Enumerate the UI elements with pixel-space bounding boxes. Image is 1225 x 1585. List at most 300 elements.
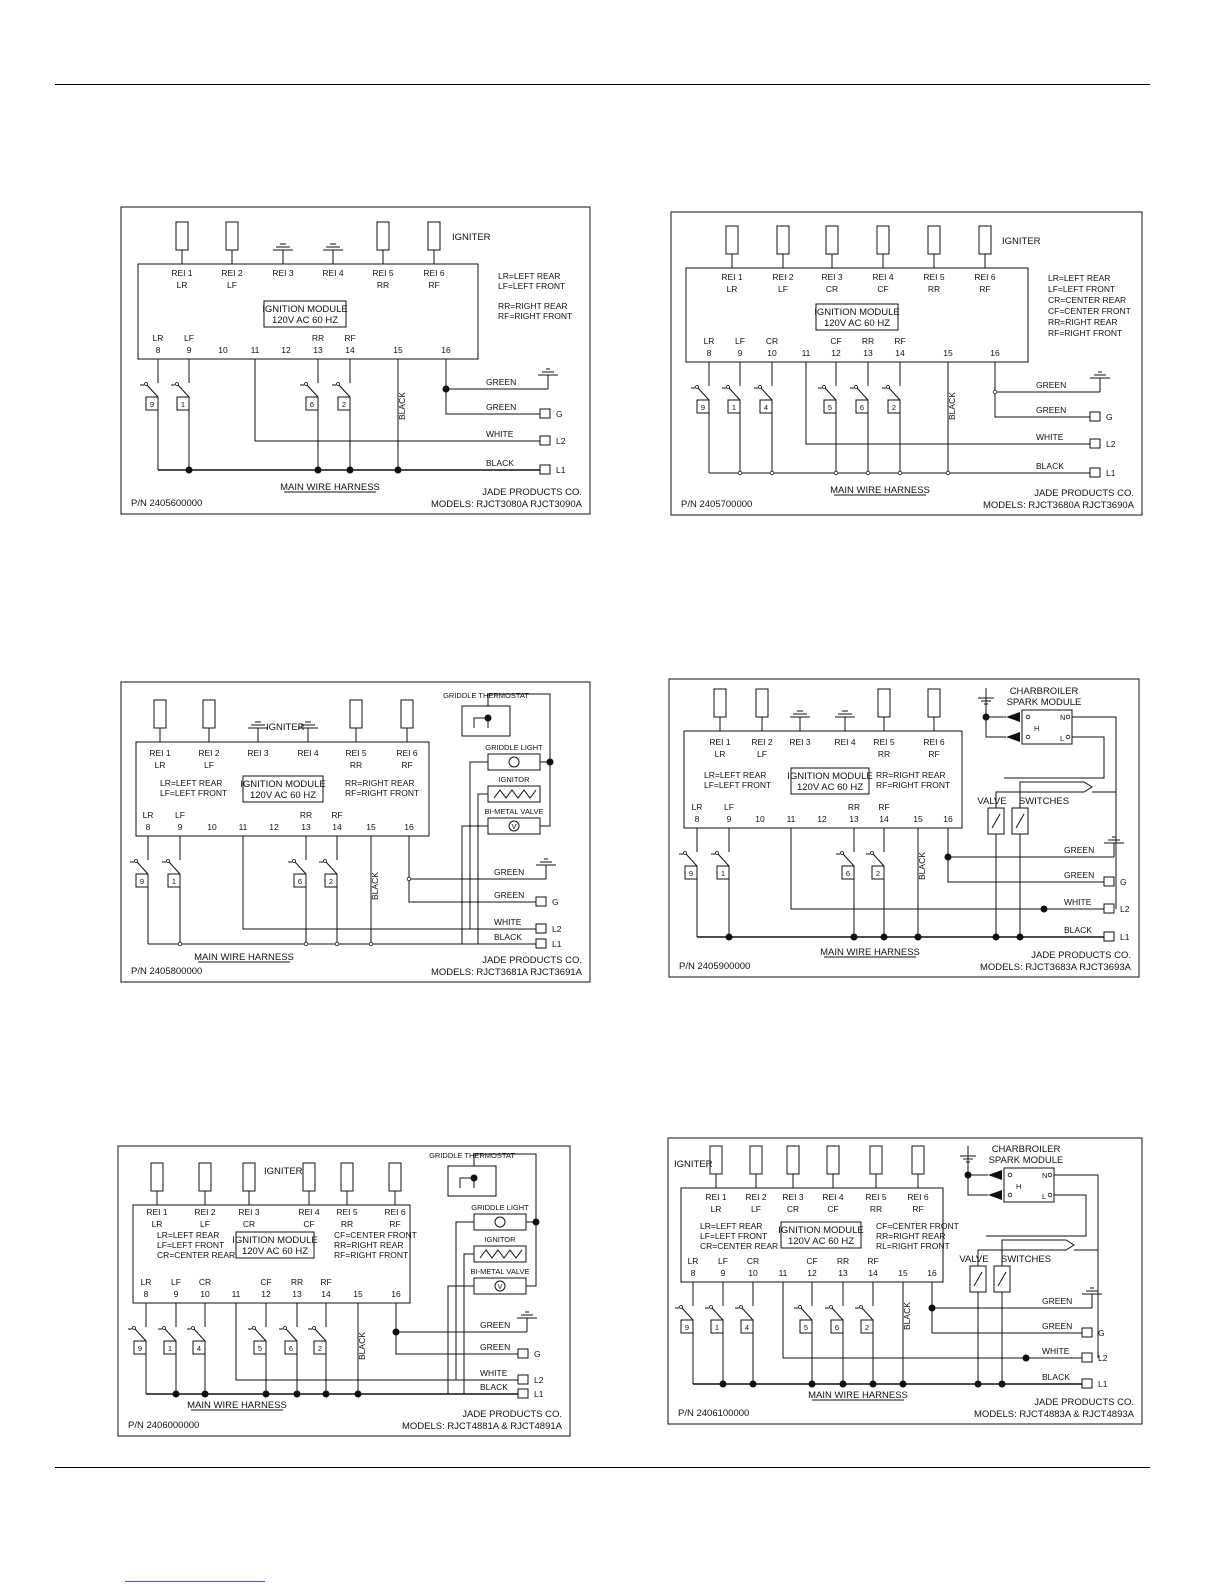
switch-contact <box>313 1327 316 1330</box>
diagram-d2 <box>671 212 1142 515</box>
valve-label: VALVE <box>959 1254 989 1265</box>
igniter-icon <box>389 1163 401 1191</box>
main-wire-harness-label: MAIN WIRE HARNESS <box>820 947 920 958</box>
terminal-box <box>536 924 546 933</box>
rei-label: REI 5 <box>865 1192 887 1202</box>
switch-contact <box>871 852 874 855</box>
spark-terminal-n: N <box>1060 713 1066 722</box>
rei-label: REI 2 <box>194 1207 216 1217</box>
rei-position-label: RF <box>401 760 413 770</box>
valve-symbol-letter: V <box>511 822 517 831</box>
spark-module-subtitle: SPARK MODULE <box>988 1155 1064 1166</box>
terminal-abbr: LF <box>724 802 734 812</box>
company-name: JADE PRODUCTS CO. <box>1031 950 1131 961</box>
switch-contact <box>759 386 762 389</box>
rei-label: REI 5 <box>345 748 367 758</box>
switch-contact <box>855 386 858 389</box>
thermostat-contact <box>485 715 492 722</box>
switch-contact <box>324 860 327 863</box>
thermostat-box <box>448 1166 496 1196</box>
griddle-light-box <box>474 1214 526 1230</box>
terminal-abbr: RF <box>320 1277 332 1287</box>
model-numbers: MODELS: RJCT3681A RJCT3691A <box>430 967 582 978</box>
switch-blade <box>315 1329 326 1341</box>
igniter-icon <box>928 689 940 717</box>
rei-label: REI 2 <box>221 268 243 278</box>
igniter-icon <box>870 1146 882 1174</box>
wire-label-black-vertical: BLACK <box>397 392 407 420</box>
terminal-number: 9 <box>173 1289 179 1299</box>
wire-label-black: BLACK <box>486 458 514 468</box>
junction-dot <box>809 1381 816 1388</box>
switch-blade <box>326 862 337 874</box>
switch-number: 1 <box>167 1344 173 1353</box>
switch-blade <box>998 1272 1006 1286</box>
terminal-point <box>407 877 411 881</box>
burner-switch <box>140 375 158 410</box>
company-name: JADE PRODUCTS CO. <box>462 1409 562 1420</box>
terminal-abbr: CF <box>806 1256 818 1266</box>
rei-position-label: CF <box>827 1204 839 1214</box>
terminal-point <box>178 942 182 946</box>
switches-label: SWITCHES <box>1018 796 1070 807</box>
switch-blade <box>194 1329 205 1341</box>
igniter-icon <box>401 700 413 728</box>
wire-label-white: WHITE <box>1042 1346 1070 1356</box>
junction-dot <box>1017 934 1024 941</box>
legend-line: CF=CENTER FRONT <box>334 1230 417 1240</box>
diagram-d6 <box>668 1138 1142 1424</box>
igniter-icon <box>303 1163 315 1191</box>
switch-blade <box>698 388 709 400</box>
legend-line: RF=RIGHT FRONT <box>498 311 573 321</box>
terminal-number: 13 <box>838 1268 848 1278</box>
terminal-label-g: G <box>534 1349 541 1359</box>
switch-number: 2 <box>328 877 334 886</box>
legend-line: LF=LEFT FRONT <box>498 281 566 291</box>
terminal-number: 12 <box>261 1289 271 1299</box>
bimetal-valve-label: BI-METAL VALVE <box>484 807 544 816</box>
rei-label: REI 6 <box>384 1207 406 1217</box>
switch-number: 2 <box>891 403 897 412</box>
igniter-icon <box>750 1146 762 1174</box>
terminal-box <box>1090 468 1100 477</box>
switch-number: 2 <box>341 400 347 409</box>
part-number: P/N 2406000000 <box>128 1420 200 1431</box>
terminal-abbr: RF <box>894 336 906 346</box>
burner-switch <box>128 1319 146 1354</box>
switch-contact <box>284 1327 287 1330</box>
rei-label: REI 1 <box>146 1207 168 1217</box>
switch-contact <box>167 860 170 863</box>
rei-label: REI 2 <box>751 737 773 747</box>
terminal-box <box>1104 877 1114 886</box>
white-wire <box>236 1303 518 1380</box>
terminal-number: 8 <box>690 1268 696 1278</box>
terminal-abbr: RF <box>331 810 343 820</box>
switch-contact <box>163 1327 166 1330</box>
burner-switch <box>754 378 772 413</box>
ignitor-box <box>488 786 540 802</box>
switch-number: 1 <box>731 403 737 412</box>
terminal-box <box>518 1389 528 1398</box>
griddle-thermostat-label: GRIDDLE THERMOSTAT <box>429 1151 515 1160</box>
main-wire-harness-label: MAIN WIRE HARNESS <box>808 1390 908 1401</box>
switch-blade <box>761 388 772 400</box>
terminal-number: 9 <box>726 814 732 824</box>
terminal-number: 15 <box>353 1289 363 1299</box>
legend-line: CR=CENTER REAR <box>1048 295 1127 305</box>
wire-label-black: BLACK <box>1064 925 1092 935</box>
switch-number: 1 <box>171 877 177 886</box>
spark-l-wire <box>1004 737 1104 778</box>
wire-label-green: GREEN <box>1042 1321 1073 1331</box>
switch-contact <box>337 383 340 386</box>
wire-label-green: GREEN <box>494 890 525 900</box>
terminal-number: 13 <box>313 345 323 355</box>
terminal-number: 12 <box>817 814 827 824</box>
rei-label: REI 6 <box>974 272 996 282</box>
terminal-box <box>1082 1328 1092 1337</box>
main-wire-harness-label: MAIN WIRE HARNESS <box>194 952 294 963</box>
thermostat-contact <box>471 1175 478 1182</box>
wire-label-black-vertical: BLACK <box>902 1302 912 1330</box>
burner-switch <box>735 1298 753 1333</box>
terminal-number: 11 <box>786 814 796 824</box>
junction-dot <box>1023 1355 1030 1362</box>
terminal-label-l1: L1 <box>1120 932 1130 942</box>
switches-label: SWITCHES <box>1000 1254 1052 1265</box>
part-number: P/N 2405600000 <box>131 498 203 509</box>
legend-line: RF=RIGHT FRONT <box>334 1250 409 1260</box>
junction-dot <box>870 1381 877 1388</box>
spark-arrow-icon <box>988 1190 1002 1200</box>
rei-label: REI 2 <box>772 272 794 282</box>
junction-dot <box>323 1391 330 1398</box>
terminal-label-l2: L2 <box>552 924 562 934</box>
terminal-label-g: G <box>552 897 559 907</box>
spark-module-subtitle: SPARK MODULE <box>1006 697 1082 708</box>
burner-switch <box>308 1319 326 1354</box>
terminal-point <box>1026 715 1030 719</box>
burner-switch <box>836 844 854 879</box>
company-name: JADE PRODUCTS CO. <box>1034 488 1134 499</box>
junction-dot <box>851 934 858 941</box>
terminal-label-l2: L2 <box>1120 904 1130 914</box>
switch-contact <box>841 852 844 855</box>
module-title: IGNITION MODULE <box>814 307 900 318</box>
rei-position-label: LR <box>710 1204 722 1214</box>
terminal-point <box>1008 1193 1012 1197</box>
junction-dot <box>975 1381 982 1388</box>
griddle-light-label: GRIDDLE LIGHT <box>485 743 543 752</box>
spark-terminal-h: H <box>1016 1182 1022 1191</box>
terminal-label-l2: L2 <box>534 1375 544 1385</box>
terminal-abbr: CF <box>260 1277 272 1287</box>
rei-position-label: CF <box>303 1219 315 1229</box>
griddle-wire <box>456 1222 474 1380</box>
burner-switch <box>722 378 740 413</box>
igniter-icon <box>350 700 362 728</box>
igniter-icon <box>176 222 188 250</box>
terminal-abbr: RR <box>861 336 875 346</box>
rei-label: REI 3 <box>238 1207 260 1217</box>
legend-line: LR=LEFT REAR <box>157 1230 220 1240</box>
rei-label: REI 4 <box>822 1192 844 1202</box>
terminal-abbr: LF <box>175 810 185 820</box>
junction-dot <box>993 934 1000 941</box>
module-rating: 120V AC 60 HZ <box>823 318 891 329</box>
terminal-number: 11 <box>238 822 248 832</box>
rei-label: REI 1 <box>721 272 743 282</box>
spark-n-wire <box>1054 1175 1098 1250</box>
burner-switch <box>705 1298 723 1333</box>
terminal-point <box>369 942 373 946</box>
switch-contact <box>799 1306 802 1309</box>
terminal-number: 13 <box>863 348 873 358</box>
rei-position-label: CR <box>242 1219 256 1229</box>
terminal-number: 14 <box>321 1289 331 1299</box>
light-bulb-icon <box>495 1217 505 1227</box>
terminal-label-l2: L2 <box>556 436 566 446</box>
rei-label: REI 3 <box>247 748 269 758</box>
rei-label: REI 2 <box>745 1192 767 1202</box>
switch-number: 6 <box>288 1344 294 1353</box>
switch-number: 6 <box>309 400 315 409</box>
switch-blade <box>339 385 350 397</box>
model-numbers: MODELS: RJCT3683A RJCT3693A <box>979 962 1131 973</box>
igniter-icon <box>714 689 726 717</box>
terminal-point <box>834 471 838 475</box>
switch-blade <box>165 1329 176 1341</box>
switch-blade <box>992 814 1000 828</box>
switch-contact <box>716 852 719 855</box>
diagram-d1 <box>121 207 590 514</box>
terminal-box <box>518 1375 528 1384</box>
terminal-box <box>1090 439 1100 448</box>
terminal-point <box>1048 1173 1052 1177</box>
rei-label: REI 1 <box>705 1192 727 1202</box>
legend-line: RR=RIGHT REAR <box>498 301 568 311</box>
switch-contact <box>823 386 826 389</box>
legend-line: LR=LEFT REAR <box>1048 273 1111 283</box>
terminal-abbr: LR <box>691 802 703 812</box>
igniter-label: IGNITER <box>264 1166 303 1177</box>
burner-switch <box>162 852 180 887</box>
module-title: IGNITION MODULE <box>778 1225 864 1236</box>
rei-label: REI 2 <box>198 748 220 758</box>
junction-dot <box>443 386 450 393</box>
module-title: IGNITION MODULE <box>787 771 873 782</box>
terminal-number: 8 <box>143 1289 149 1299</box>
switch-blade <box>686 854 697 866</box>
junction-dot <box>881 934 888 941</box>
wire-label-black-vertical: BLACK <box>917 852 927 880</box>
spark-arrow-icon <box>1006 712 1020 722</box>
terminal-number: 16 <box>391 1289 401 1299</box>
terminal-number: 8 <box>706 348 712 358</box>
terminal-abbr: RR <box>836 1256 850 1266</box>
rei-position-label: LR <box>151 1219 163 1229</box>
igniter-icon <box>912 1146 924 1174</box>
rei-label: REI 6 <box>907 1192 929 1202</box>
terminal-abbr: LF <box>718 1256 728 1266</box>
terminal-number: 11 <box>801 348 811 358</box>
terminal-point <box>1066 715 1070 719</box>
rei-position-label: LF <box>751 1204 761 1214</box>
switch-number: 5 <box>827 403 833 412</box>
burner-switch <box>794 1298 812 1333</box>
switch-number: 2 <box>317 1344 323 1353</box>
spark-arrow-icon <box>1006 732 1020 742</box>
main-wire-harness-label: MAIN WIRE HARNESS <box>187 1400 287 1411</box>
burner-switch <box>158 1319 176 1354</box>
terminal-box <box>1082 1379 1092 1388</box>
valve-symbol-letter: V <box>497 1282 503 1291</box>
terminal-label-g: G <box>1120 877 1127 887</box>
rei-label: REI 1 <box>149 748 171 758</box>
terminal-abbr: LR <box>703 336 715 346</box>
junction-dot <box>720 1381 727 1388</box>
junction-dot <box>900 1381 907 1388</box>
spark-terminal-l: L <box>1060 734 1065 743</box>
junction-dot <box>999 1381 1006 1388</box>
spark-terminal-h: H <box>1034 724 1040 733</box>
terminal-point <box>1048 1193 1052 1197</box>
wire-label-black: BLACK <box>480 1382 508 1392</box>
terminal-abbr: RR <box>311 333 325 343</box>
wire <box>968 1175 988 1195</box>
charbroiler-circuit <box>959 1144 1098 1388</box>
rei-label: REI 1 <box>709 737 731 747</box>
rei-label: REI 3 <box>272 268 294 278</box>
burner-switch <box>187 1319 205 1354</box>
wire <box>986 717 1006 737</box>
module-title: IGNITION MODULE <box>232 1235 318 1246</box>
terminal-point <box>304 942 308 946</box>
switch-contact <box>680 1306 683 1309</box>
junction-dot <box>173 1391 180 1398</box>
terminal-number: 14 <box>332 822 342 832</box>
rei-position-label: RR <box>877 749 891 759</box>
wire-label-green: GREEN <box>480 1342 511 1352</box>
spark-module-title: CHARBROILER <box>991 1144 1061 1155</box>
junction-dot <box>945 854 952 861</box>
igniter-icon <box>787 1146 799 1174</box>
wire-label-green: GREEN <box>494 867 525 877</box>
switch-contact <box>293 860 296 863</box>
rei-position-label: LF <box>204 760 214 770</box>
rei-label: REI 1 <box>171 268 193 278</box>
burner-switch <box>279 1319 297 1354</box>
wire-label-green: GREEN <box>1036 405 1067 415</box>
wire-label-black: BLACK <box>1042 1372 1070 1382</box>
terminal-number: 15 <box>943 348 953 358</box>
switch-number: 9 <box>149 400 155 409</box>
rei-position-label: LR <box>726 284 738 294</box>
terminal-number: 9 <box>177 822 183 832</box>
wire-label-black: BLACK <box>494 932 522 942</box>
griddle-light-label: GRIDDLE LIGHT <box>471 1203 529 1212</box>
switch-blade <box>682 1308 693 1320</box>
company-name: JADE PRODUCTS CO. <box>482 955 582 966</box>
switch-contact <box>253 1327 256 1330</box>
rei-label: REI 3 <box>821 272 843 282</box>
terminal-abbr: RR <box>290 1277 304 1287</box>
white-wire <box>243 836 536 929</box>
switch-number: 4 <box>763 403 769 412</box>
switch-contact <box>860 1306 863 1309</box>
switch-number: 5 <box>803 1323 809 1332</box>
wire-label-green: GREEN <box>1042 1296 1073 1306</box>
rei-position-label: RF <box>389 1219 401 1229</box>
ignitor-box <box>474 1246 526 1262</box>
burner-switch <box>332 375 350 410</box>
wire-label-black-vertical: BLACK <box>947 392 957 420</box>
switch-contact <box>135 860 138 863</box>
rei-position-label: LR <box>176 280 188 290</box>
wire-label-white: WHITE <box>1064 897 1092 907</box>
junction-dot <box>840 1381 847 1388</box>
legend-line: LF=LEFT FRONT <box>704 780 772 790</box>
spark-n-wire <box>1072 717 1116 792</box>
switch-number: 1 <box>720 869 726 878</box>
burner-switch <box>171 375 189 410</box>
igniter-icon <box>151 1163 163 1191</box>
igniter-icon <box>226 222 238 250</box>
wire-label-green: GREEN <box>1064 870 1095 880</box>
igniter-icon <box>341 1163 353 1191</box>
model-numbers: MODELS: RJCT3680A RJCT3690A <box>982 500 1134 511</box>
switch-contact <box>133 1327 136 1330</box>
rei-label: REI 3 <box>782 1192 804 1202</box>
switch-blade <box>857 388 868 400</box>
rei-position-label: RR <box>376 280 390 290</box>
igniter-icon <box>878 689 890 717</box>
igniter-label: IGNITER <box>674 1159 713 1170</box>
junction-dot <box>186 467 193 474</box>
junction-dot <box>315 467 322 474</box>
switch-number: 6 <box>859 403 865 412</box>
spark-arrow-icon <box>988 1170 1002 1180</box>
rei-position-label: CF <box>877 284 889 294</box>
switch-blade <box>255 1329 266 1341</box>
wire-label-white: WHITE <box>486 429 514 439</box>
terminal-point <box>770 471 774 475</box>
switch-blade <box>295 862 306 874</box>
switch-contact <box>887 386 890 389</box>
rei-position-label: RR <box>869 1204 883 1214</box>
wire-label-black: BLACK <box>1036 461 1064 471</box>
diagram-frame <box>668 1138 1142 1424</box>
switch-contact <box>740 1306 743 1309</box>
junction-dot <box>395 467 402 474</box>
griddle-thermostat-label: GRIDDLE THERMOSTAT <box>443 691 529 700</box>
switch-blade <box>1016 814 1024 828</box>
valve-label: VALVE <box>977 796 1007 807</box>
legend-line: LF=LEFT FRONT <box>157 1240 225 1250</box>
main-wire-harness-label: MAIN WIRE HARNESS <box>280 482 380 493</box>
terminal-box <box>1104 904 1114 913</box>
switch-number: 1 <box>180 400 186 409</box>
wire-label-green: GREEN <box>486 402 517 412</box>
terminal-number: 9 <box>720 1268 726 1278</box>
terminal-box <box>536 939 546 948</box>
terminal-abbr: LF <box>184 333 194 343</box>
module-rating: 120V AC 60 HZ <box>249 790 317 801</box>
switch-blade <box>178 385 189 397</box>
spark-terminal-l: L <box>1042 1192 1047 1201</box>
